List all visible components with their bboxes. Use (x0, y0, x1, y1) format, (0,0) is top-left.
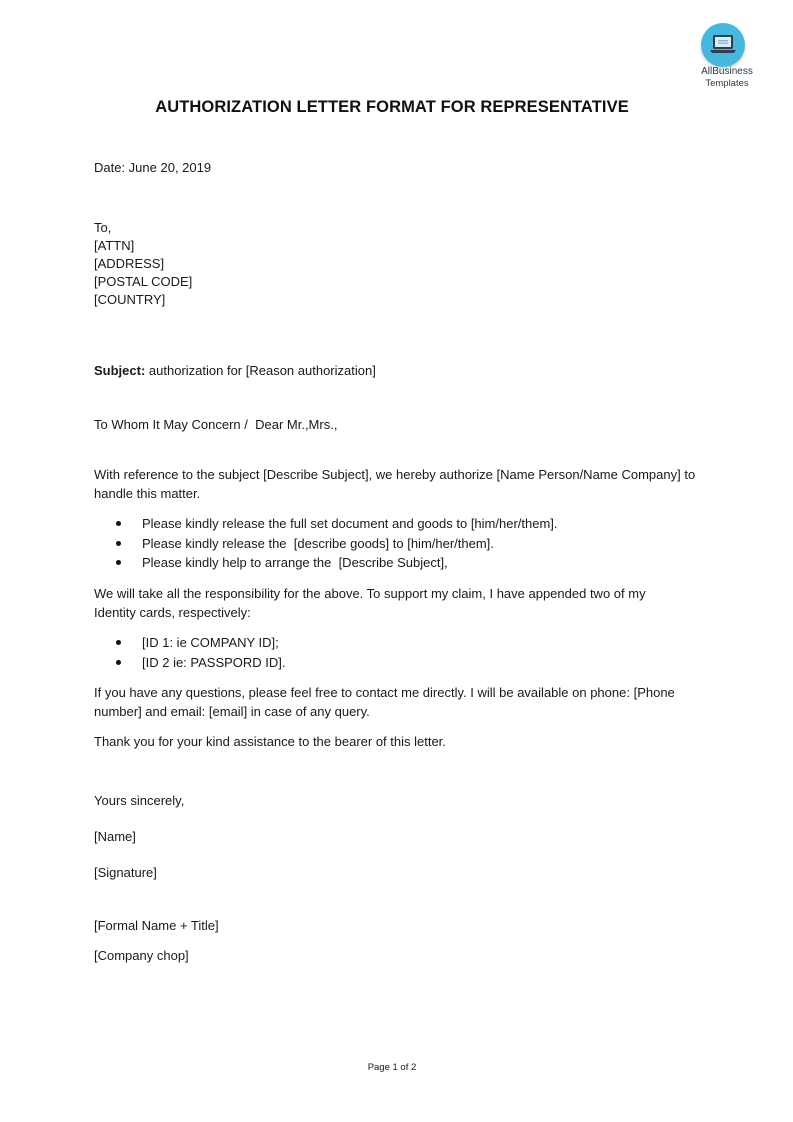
paragraph-thanks: Thank you for your kind assistance to the bearer of this letter. (94, 734, 446, 749)
paragraph-responsibility: We will take all the responsibility for the above. To support my claim, I have appended two of my Identity cards, respectively: (94, 586, 646, 620)
list-item: Please kindly release the [describe goods] to [him/her/them]. (94, 534, 558, 554)
bullet-icon (116, 640, 121, 645)
bullet-icon (116, 541, 121, 546)
closing-name: [Name] (94, 829, 136, 844)
closing-formal-name: [Formal Name + Title] (94, 918, 219, 933)
address-to: To, (94, 220, 112, 235)
page-title: AUTHORIZATION LETTER FORMAT FOR REPRESENTATIVE (155, 98, 629, 116)
list-item: [ID 2 ie: PASSPORD ID]. (94, 653, 286, 673)
salutation: To Whom It May Concern / Dear Mr.,Mrs., (94, 417, 338, 432)
paragraph-reference: With reference to the subject [Describe Subject], we hereby authorize [Name Person/Name Company] to handle this matter. (94, 467, 696, 501)
address-country: [COUNTRY] (94, 292, 166, 307)
address-line: [ADDRESS] (94, 256, 165, 271)
address-attn: [ATTN] (94, 238, 135, 253)
page-number: Page 1 of 2 (367, 1062, 417, 1073)
id-bullet-list (94, 633, 286, 672)
list-item: Please kindly help to arrange the [Describe Subject], (94, 553, 558, 573)
bullet-icon (116, 560, 121, 565)
logo-line-2: Templates (705, 78, 749, 89)
logo-line-1: AllBusiness (701, 66, 753, 77)
bullet-icon (116, 660, 121, 665)
closing-sincerely: Yours sincerely, (94, 793, 185, 808)
laptop-icon (701, 23, 745, 67)
logo-text (684, 66, 770, 90)
subject-text: authorization for [Reason authorization] (145, 363, 376, 378)
paragraph-contact: If you have any questions, please feel free to contact me directly. I will be available on phone: [Phone number] and email: [email] in case of any query. (94, 685, 675, 719)
subject-label: Subject: (94, 363, 146, 378)
closing-company-chop: [Company chop] (94, 948, 189, 963)
release-bullet-list (94, 514, 558, 573)
bullet-icon (116, 521, 121, 526)
address-postal: [POSTAL CODE] (94, 274, 193, 289)
list-item: Please kindly release the full set document and goods to [him/her/them]. (94, 514, 558, 534)
subject-line (94, 362, 376, 380)
logo-badge (701, 23, 745, 67)
list-item: [ID 1: ie COMPANY ID]; (94, 633, 286, 653)
letter-date: Date: June 20, 2019 (94, 160, 212, 175)
closing-signature: [Signature] (94, 865, 157, 880)
